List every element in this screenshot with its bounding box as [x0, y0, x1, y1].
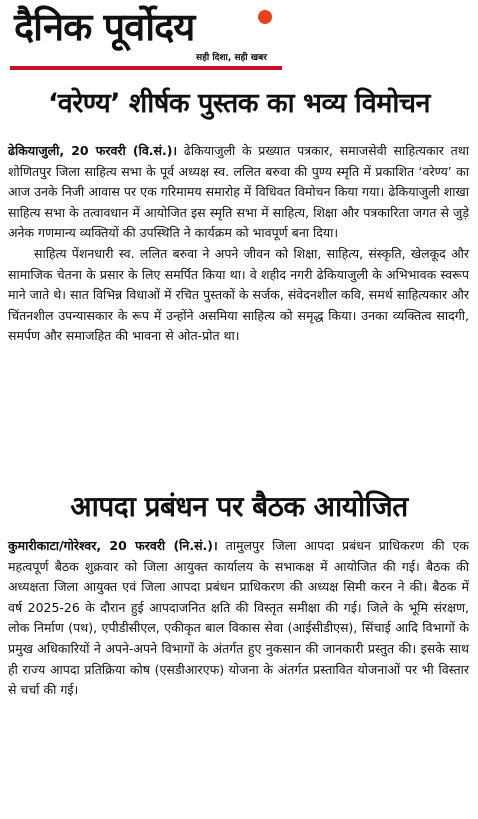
story1-dateline: ढेकियाजुली, 20 फरवरी (वि.सं.)। — [8, 143, 178, 158]
logo-dot-icon — [258, 10, 272, 24]
story1-body — [8, 141, 469, 347]
masthead-rule — [10, 66, 282, 70]
tagline: सही दिशा, सही खबर — [196, 53, 267, 63]
newspaper-logo: दैनिक पूर्वोदय — [14, 5, 195, 49]
story2-body — [8, 536, 469, 701]
story1-headline: ‘वरेण्य’ शीर्षक पुस्तक का भव्य विमोचन — [47, 88, 431, 119]
story1-para1-text: ढेकियाजुली के प्रख्यात पत्रकार, समाजसेवी साहित्यकार तथा शोणितपुर जिला साहित्य सभा के पूर्व अध्यक्ष स्व. ललित बरुवा की पुण्य स्मृति में प्रकाशित ‘वरेण्य’ का आज उनके निजी आवास पर एक गरिमामय समारोह में विधिवत विमोचन किया गया। ढेकियाजुली शाखा साहित्य सभा के तत्वावधान में आयोजित इस स्मृति सभा में साहित्य, शिक्षा और पत्रकारिता जगत से जुड़े अनेक गणमान्य व्यक्तियों की उपस्थिति ने कार्यक्रम को भावपूर्ण बना दिया। — [8, 143, 469, 241]
story2-dateline: कुमारीकाटा/गोरेश्वर, 20 फरवरी (नि.सं.)। — [8, 538, 218, 553]
story2-headline: आपदा प्रबंधन पर बैठक आयोजित — [70, 490, 408, 523]
story2-para1 — [8, 536, 469, 701]
story1-para2: साहित्य पेंशनधारी स्व. ललित बरुवा ने अपने जीवन को शिक्षा, साहित्य, संस्कृति, खेलकूद और सामाजिक चेतना के प्रसार के लिए समर्पित किया था। वे शहीद नगरी ढेकियाजुली के अभिभावक स्वरूप माने जाते थे। सात विभिन्न विधाओं में रचित पुस्तकों के सर्जक, संवेदनशील कवि, समर्थ साहित्यकार और चिंतनशील उपन्यासकार के रूप में उन्होंने असमिया साहित्य को समृद्ध किया। उनका व्यक्तित्व सादगी, समर्पण और समाजहित की भावना से ओत-प्रोत था। — [8, 245, 469, 344]
story2-para1-text: तामुलपुर जिला आपदा प्रबंधन प्राधिकरण की एक महत्वपूर्ण बैठक शुक्रवार को जिला आयुक्त कार्यालय के सभाकक्ष में आयोजित की गई। बैठक की अध्यक्षता जिला आयुक्त एवं जिला आपदा प्रबंधन प्राधिकरण की अध्यक्ष सिमी करन ने की। बैठक में वर्ष 2025-26 के दौरान हुई आपदाजनित क्षति की विस्तृत समीक्षा की गई। जिले के भूमि संरक्षण, लोक निर्माण (पथ), एपीडीसीएल, एकीकृत बाल विकास सेवा (आईसीडीएस), सिंचाई आदि विभागों के प्रमुख अधिकारियों ने अपने-अपने विभागों के अंतर्गत हुए नुकसान की जानकारी प्रस्तुत की। इसके साथ ही राज्य आपदा प्रतिक्रिया कोष (एसडीआरएफ) योजना के अंतर्गत प्रस्तावित योजनाओं पर भी विस्तार से चर्चा की गई। — [8, 538, 469, 698]
story1-para1 — [8, 141, 469, 244]
masthead — [0, 0, 478, 78]
